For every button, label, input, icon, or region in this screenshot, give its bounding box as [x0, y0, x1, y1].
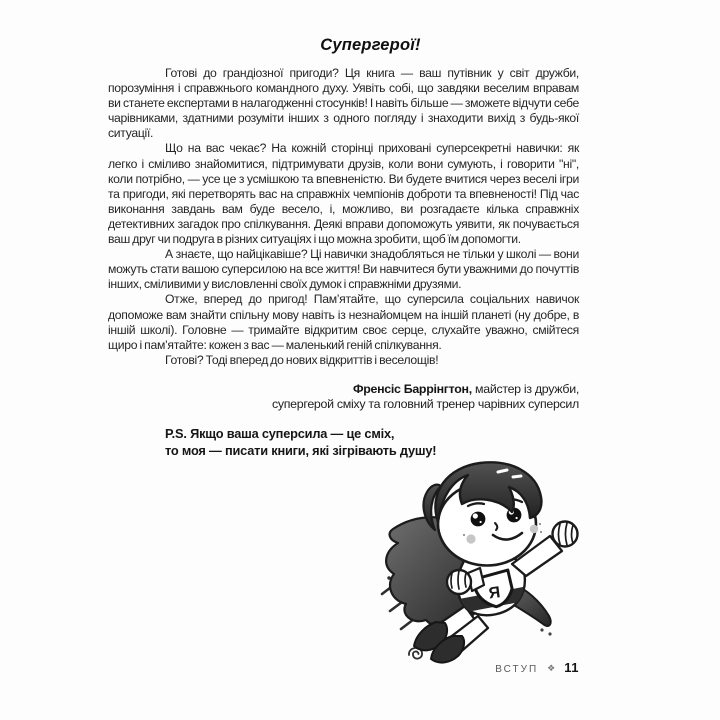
paragraph-5: Готові? Тоді вперед до нових відкриттів і веселощів! — [165, 352, 439, 367]
page-title: Супергерої! — [320, 36, 421, 54]
blush-left — [466, 534, 475, 543]
raised-fist — [553, 522, 578, 547]
superhero-boy-illustration — [380, 458, 586, 664]
footer-section-label: ВСТУП — [495, 664, 539, 675]
page-content — [108, 36, 579, 460]
footer-ornament-icon: ❖ — [547, 664, 556, 674]
blush-right — [530, 525, 538, 533]
author-role: майстер із дружби, — [471, 381, 579, 396]
dust-dots — [540, 628, 551, 635]
footer-page-number: 11 — [564, 660, 579, 675]
paragraph-2: Що на вас чекає? На кожній сторінці приховані суперсекретні навички: як легко і сміливо знайомитися, підтримувати друзів, коли вони сумують, і говорити "ні", коли потрібно, — усе це з усмішкою та впевненістю. Ви будете вчитися через веселі ігри та пригоди, які перетворять вас на справжніх чемпіонів доброти та впевненості! Під час виконання завдань вам буде весело, і, можливо, ви розгадаєте кілька справжніх детективних загадок про спілкування. Деякі вправи допоможуть уявити, як почувається ваш друг чи подруга в різних ситуаціях і що можна зробити, щоб їм допомогти. — [108, 141, 579, 247]
emblem-letter: Я — [487, 584, 502, 603]
body-text — [108, 66, 579, 368]
paragraph-4: Отже, вперед до пригод! Пам’ятайте, що суперсила соціальних навичок допоможе вам знайти спільну мову навіть із незнайомцем на іншій планеті (ну добре, в іншій школі). Головне — тримайте відкритим своє серце, слухайте уважно, смійтеся щиро і пам’ятайте: кожен з вас — маленький геній спілкування. — [108, 292, 579, 352]
page-footer — [108, 659, 579, 677]
author-name: Френсіс Баррінгтон, — [352, 381, 472, 396]
paragraph-1: Готові до грандіозної пригоди? Ця книга — ваш путівник у світ дружби, порозуміння і справжнього командного духу. Уявіть собі, що завдяки веселим вправам ви станете експертами в налагодженні стосунків! І навіть більше — зможете відчути себе чарівниками, здатними розуміти інших з одного погляду і знаходити вихід з будь-якої ситуації. — [108, 66, 579, 141]
postscript-line-2: то моя — писати книги, які зігрівають душу! — [165, 443, 437, 459]
author-signature — [108, 382, 579, 412]
postscript — [165, 425, 579, 460]
eye-left — [471, 512, 486, 527]
paragraph-3: А знаєте, що найцікавіше? Ці навички знадобляться не тільки у школі — вони можуть стати вашою суперсилою на все життя! Ви навчитеся бути уважними до почуттів інших, сміливими у висловленні своїх думок і справжніми друзями. — [108, 247, 579, 292]
signature-line-2: супергерой сміху та головний тренер чарівних суперсил — [271, 396, 579, 411]
superhero-drawing — [380, 458, 586, 664]
postscript-line-1: P.S. Якщо ваша суперсила — це сміх, — [165, 425, 395, 441]
signature-line-1 — [108, 382, 579, 397]
